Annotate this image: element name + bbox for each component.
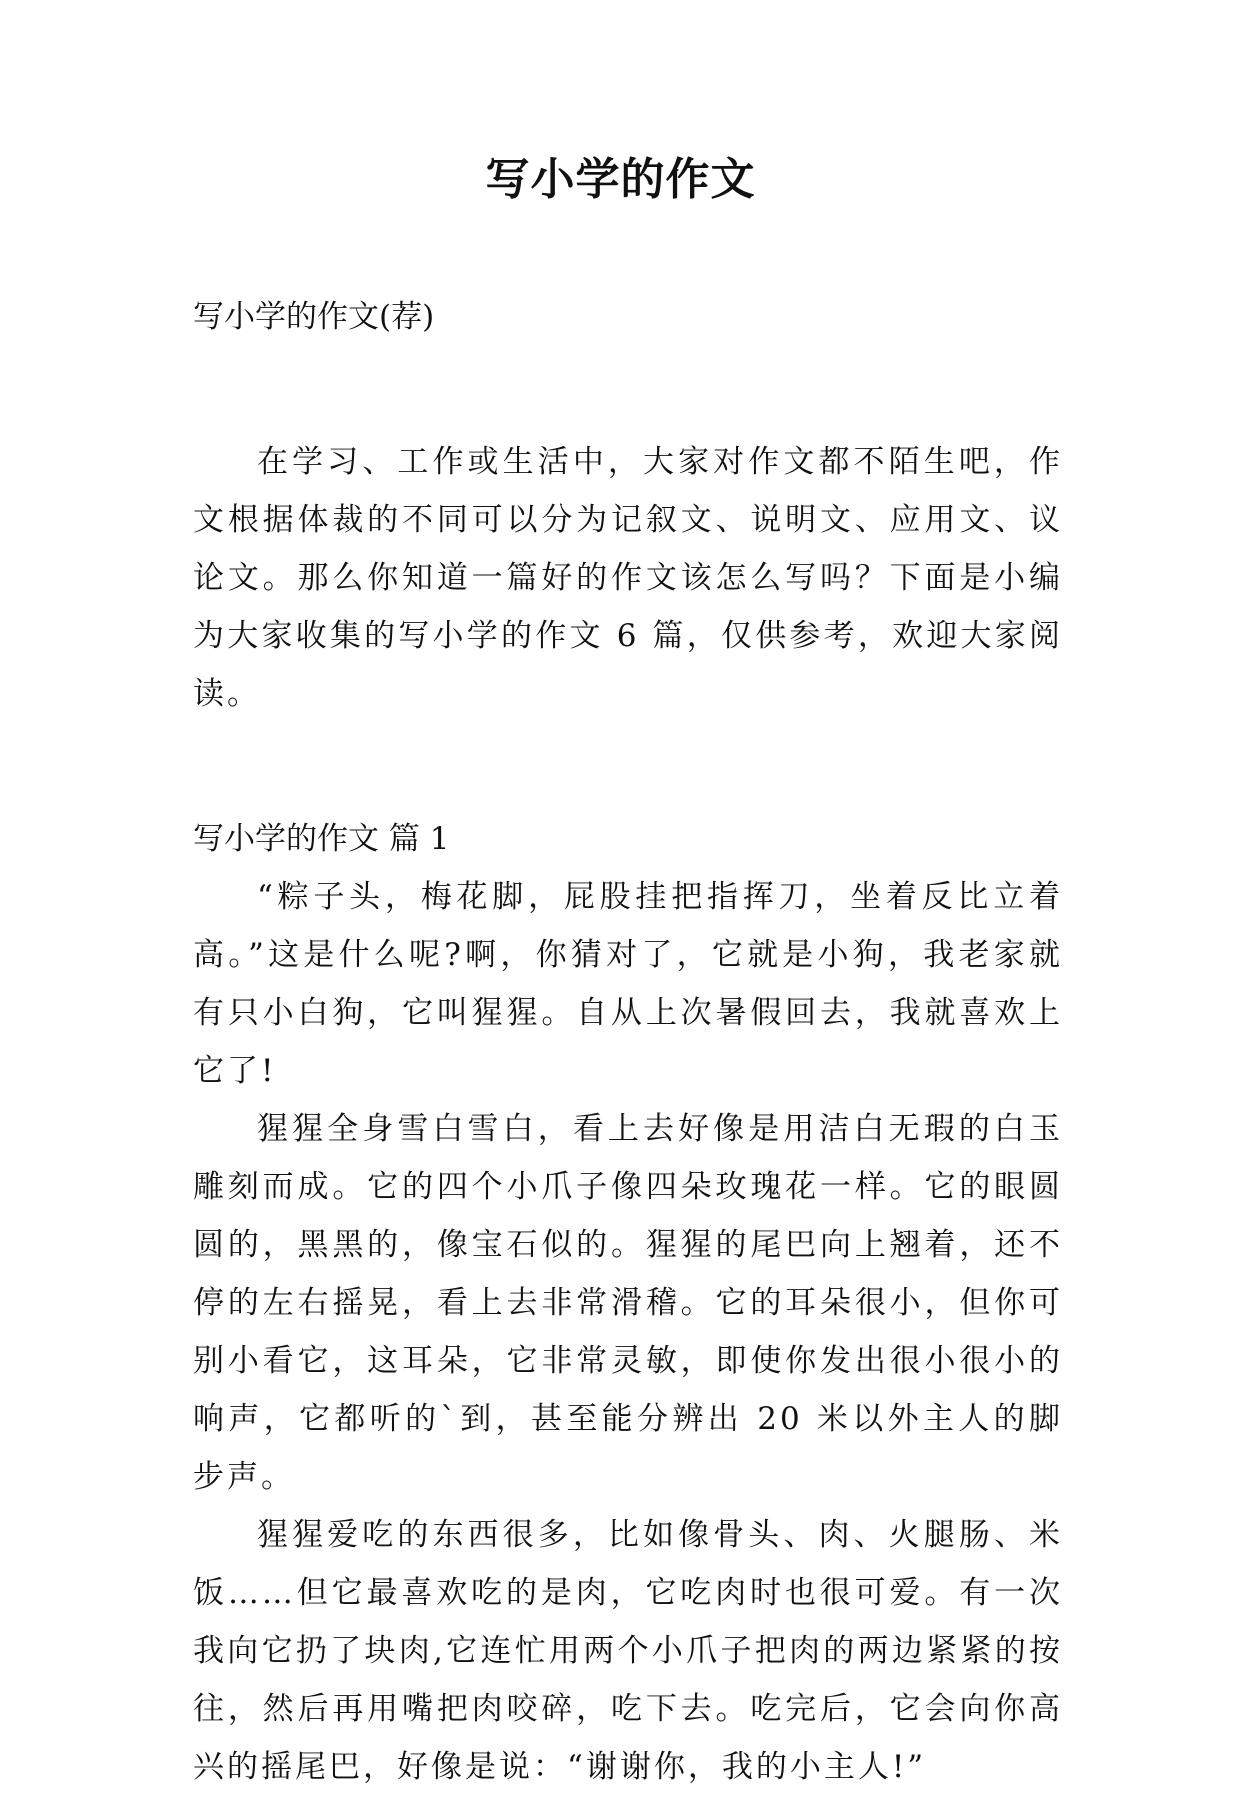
body-paragraph-3: 猩猩爱吃的东西很多，比如像骨头、肉、火腿肠、米饭……但它最喜欢吃的是肉，它吃肉时也很可爱。有一次我向它扔了块肉,它连忙用两个小爪子把肉的两边紧紧的按往，然后再用嘴把肉咬碎，吃下去。吃完后，它会向你高兴的摇尾巴，好像是说：“谢谢你，我的小主人!”	[193, 1517, 1063, 1785]
section-heading: 写小学的作文 篇 1	[193, 821, 450, 857]
document-title: 写小学的作文	[485, 154, 756, 205]
intro-paragraph: 在学习、工作或生活中，大家对作文都不陌生吧，作文根据体裁的不同可以分为记叙文、说明文、应用文、议论文。那么你知道一篇好的作文该怎么写吗？下面是小编为大家收集的写小学的作文 6 篇，仅供参考，欢迎大家阅读。	[193, 444, 1063, 712]
body-paragraph-2: 猩猩全身雪白雪白，看上去好像是用洁白无瑕的白玉雕刻而成。它的四个小爪子像四朵玫瑰花一样。它的眼圆圆的，黑黑的，像宝石似的。猩猩的尾巴向上翘着，还不停的左右摇晃，看上去非常滑稽。它的耳朵很小，但你可别小看它，这耳朵，它非常灵敏，即使你发出很小很小的响声，它都听的`到，甚至能分辨出 20 米以外主人的脚步声。	[193, 1111, 1063, 1495]
body-paragraph-1: “粽子头，梅花脚，屁股挂把指挥刀，坐着反比立着高。”这是什么呢?啊，你猜对了，它就是小狗，我老家就有只小白狗，它叫猩猩。自从上次暑假回去，我就喜欢上它了!	[193, 879, 1063, 1089]
document-subtitle: 写小学的作文(荐)	[193, 299, 435, 335]
document-body	[193, 288, 1063, 1796]
